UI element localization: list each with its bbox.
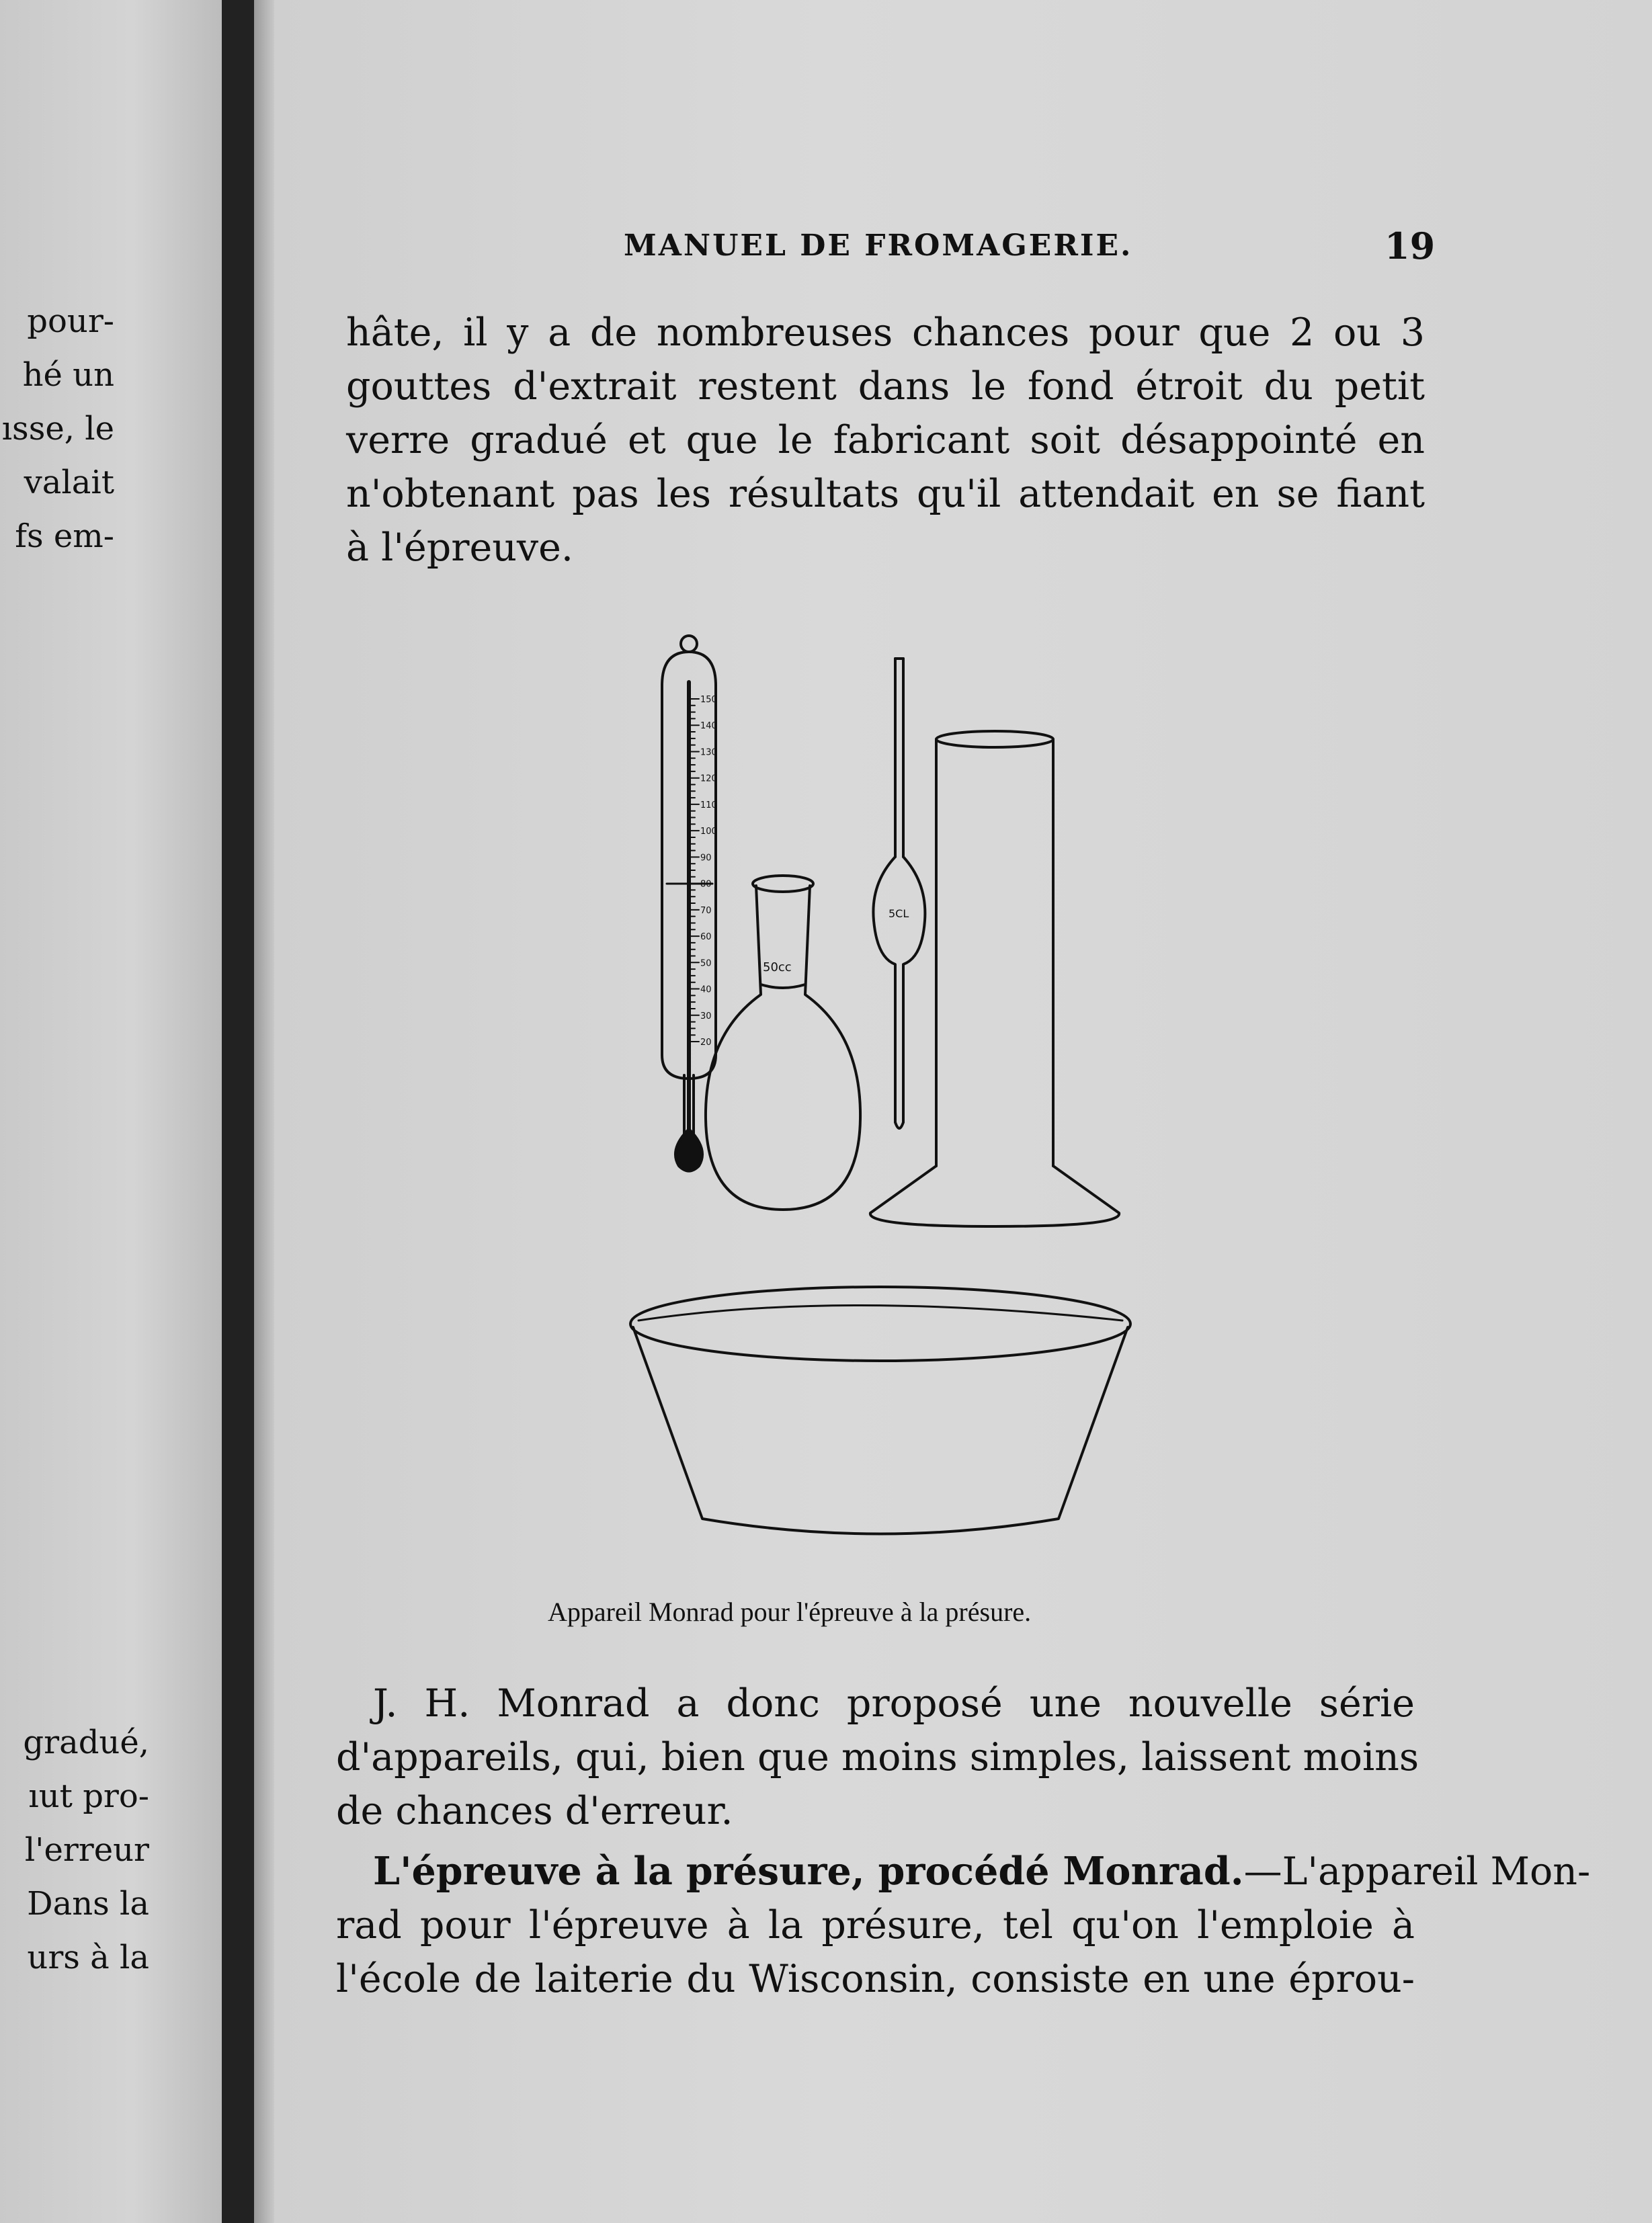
text-line: J. H. Monrad a donc proposé une nouvelle série <box>373 1681 1415 1726</box>
thermometer-scale-label: 130 <box>700 747 717 758</box>
paragraph-2 <box>336 1677 1419 1838</box>
left-fragment: hé un <box>22 356 114 394</box>
page-number: 19 <box>1385 224 1436 267</box>
flask-label: 50cc <box>763 960 792 974</box>
volumetric-flask-drawing <box>706 876 860 1210</box>
basin-drawing <box>630 1287 1130 1534</box>
thermometer-scale-label: 120 <box>700 773 717 784</box>
left-fragment: l'erreur <box>24 1831 149 1869</box>
left-fragment: ıut pro- <box>28 1777 149 1815</box>
paragraph-1 <box>346 306 1425 575</box>
thermometer-scale-label: 60 <box>700 932 712 943</box>
text-line <box>336 1845 1591 1898</box>
paragraph-3 <box>336 1845 1591 2006</box>
left-fragment: fs em- <box>15 517 114 555</box>
thermometer-scale-label: 80 <box>700 879 712 890</box>
left-fragment: pour- <box>27 302 114 340</box>
text-line: n'obtenant pas les résultats qu'il attendait en se fiant <box>346 472 1425 516</box>
left-fragment: ısse, le <box>1 410 114 448</box>
text-line: hâte, il y a de nombreuses chances pour que 2 ou 3 <box>346 310 1425 355</box>
text-line: gouttes d'extrait restent dans le fond étroit du petit <box>346 364 1425 409</box>
text-line: à l'épreuve. <box>346 526 573 570</box>
thermometer-scale-label: 110 <box>700 800 717 810</box>
section-heading: L'épreuve à la présure, procédé Monrad. <box>373 1849 1244 1894</box>
monrad-apparatus-illustration <box>605 618 1156 1559</box>
text-run: —L'appareil Mon- <box>1243 1849 1591 1894</box>
thermometer-scale-label: 150 <box>700 695 717 705</box>
graduated-cylinder-drawing <box>870 731 1119 1226</box>
running-head: MANUEL DE FROMAGERIE. <box>624 228 1133 263</box>
text-line: rad pour l'épreuve à la présure, tel qu'on l'emploie à <box>336 1903 1415 1947</box>
text-line: verre gradué et que le fabricant soit désappointé en <box>346 418 1425 462</box>
thermometer-scale-label: 50 <box>700 958 712 969</box>
thermometer-scale-label: 70 <box>700 905 712 916</box>
thermometer-drawing <box>662 636 717 1171</box>
thermometer-scale-label: 90 <box>700 853 712 864</box>
left-fragment: valait <box>24 464 114 501</box>
left-fragment: gradué, <box>23 1724 149 1761</box>
thermometer-scale-label: 40 <box>700 984 712 995</box>
facing-page-fragment <box>0 0 222 2223</box>
left-fragment: urs à la <box>27 1939 149 1976</box>
text-line: de chances d'erreur. <box>336 1789 733 1833</box>
gutter-shadow <box>254 0 274 2223</box>
thermometer-scale-label: 100 <box>700 827 717 837</box>
book-gutter <box>222 0 254 2223</box>
thermometer-scale-label: 140 <box>700 721 717 732</box>
left-fragment: Dans la <box>27 1885 149 1923</box>
thermometer-scale-label: 30 <box>700 1011 712 1021</box>
pipette-drawing <box>873 659 925 1128</box>
text-line: l'école de laiterie du Wisconsin, consiste en une éprou- <box>336 1957 1415 2001</box>
thermometer-scale-label: 20 <box>700 1038 712 1048</box>
text-line: d'appareils, qui, bien que moins simples, laissent moins <box>336 1735 1419 1779</box>
figure-caption: Appareil Monrad pour l'épreuve à la présure. <box>548 1597 1032 1627</box>
pipette-label: 5CL <box>889 907 909 920</box>
